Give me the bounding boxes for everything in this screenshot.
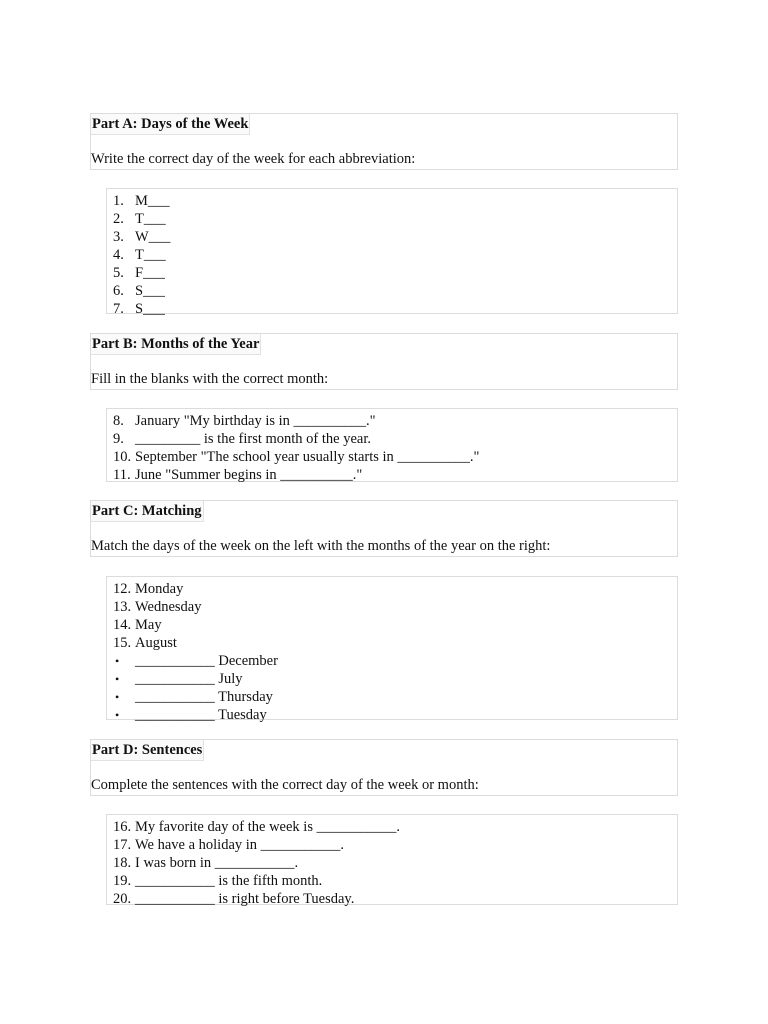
bullet-item xyxy=(107,652,677,670)
item-text: September "The school year usually starts in __________." xyxy=(135,449,480,465)
bullet-item xyxy=(107,688,677,706)
item-text: June "Summer begins in __________." xyxy=(135,467,363,483)
item-text: Wednesday xyxy=(135,599,202,615)
item-text: T___ xyxy=(135,211,166,227)
item-text: August xyxy=(135,635,177,651)
bullet-icon: • xyxy=(115,672,120,686)
item-number: 19. xyxy=(113,873,132,889)
part-d-heading-box xyxy=(90,739,678,796)
item-text: January "My birthday is in __________." xyxy=(135,413,376,429)
item-number: 3. xyxy=(113,229,124,245)
list-item xyxy=(107,580,677,598)
list-item xyxy=(107,818,677,836)
list-item xyxy=(107,634,677,652)
part-c-instruction: Match the days of the week on the left with the months of the year on the right: xyxy=(91,538,551,554)
list-item xyxy=(107,890,677,908)
part-d-instruction: Complete the sentences with the correct day of the week or month: xyxy=(91,777,479,793)
item-text: I was born in ___________. xyxy=(135,855,299,871)
item-number: 18. xyxy=(113,855,132,871)
item-text: ___________ Thursday xyxy=(135,689,273,705)
bullet-icon: • xyxy=(115,708,120,722)
list-item xyxy=(107,466,677,484)
part-d-list xyxy=(106,814,678,905)
item-text: S___ xyxy=(135,283,165,299)
list-item xyxy=(107,210,677,228)
item-number: 20. xyxy=(113,891,132,907)
item-text: Monday xyxy=(135,581,184,597)
item-text: My favorite day of the week is ___________. xyxy=(135,819,400,835)
item-number: 4. xyxy=(113,247,124,263)
list-item xyxy=(107,854,677,872)
part-a-title: Part A: Days of the Week xyxy=(91,114,250,135)
item-text: ___________ July xyxy=(135,671,243,687)
item-number: 15. xyxy=(113,635,132,651)
item-number: 6. xyxy=(113,283,124,299)
item-text: _________ is the first month of the year. xyxy=(135,431,371,447)
list-item xyxy=(107,872,677,890)
item-text: F___ xyxy=(135,265,165,281)
bullet-item xyxy=(107,706,677,724)
item-text: ___________ Tuesday xyxy=(135,707,267,723)
list-item xyxy=(107,598,677,616)
item-number: 12. xyxy=(113,581,132,597)
item-number: 1. xyxy=(113,193,124,209)
item-text: T___ xyxy=(135,247,166,263)
item-text: W___ xyxy=(135,229,171,245)
part-a-heading-box xyxy=(90,113,678,170)
item-number: 16. xyxy=(113,819,132,835)
list-item xyxy=(107,300,677,318)
list-item xyxy=(107,264,677,282)
part-c-title: Part C: Matching xyxy=(91,501,204,522)
item-number: 5. xyxy=(113,265,124,281)
list-item xyxy=(107,448,677,466)
part-b-list xyxy=(106,408,678,482)
item-text: ___________ is right before Tuesday. xyxy=(135,891,355,907)
list-item xyxy=(107,192,677,210)
list-item xyxy=(107,430,677,448)
part-c-heading-box xyxy=(90,500,678,557)
part-b-title: Part B: Months of the Year xyxy=(91,334,261,355)
part-a-instruction: Write the correct day of the week for each abbreviation: xyxy=(91,151,416,167)
item-text: May xyxy=(135,617,162,633)
item-text: M___ xyxy=(135,193,170,209)
item-number: 8. xyxy=(113,413,124,429)
item-number: 13. xyxy=(113,599,132,615)
list-item xyxy=(107,282,677,300)
part-c-list xyxy=(106,576,678,723)
item-number: 10. xyxy=(113,449,132,465)
item-number: 2. xyxy=(113,211,124,227)
bullet-item xyxy=(107,670,677,688)
list-item xyxy=(107,412,677,430)
list-item xyxy=(107,836,677,854)
part-d-title: Part D: Sentences xyxy=(91,740,204,761)
item-number: 17. xyxy=(113,837,132,853)
bullet-icon: • xyxy=(115,690,120,704)
item-text: ___________ December xyxy=(135,653,278,669)
list-item xyxy=(107,246,677,264)
part-b-heading-box xyxy=(90,333,678,390)
part-b-instruction: Fill in the blanks with the correct month: xyxy=(91,371,329,387)
item-number: 11. xyxy=(113,467,131,483)
item-text: S___ xyxy=(135,301,165,317)
item-number: 7. xyxy=(113,301,124,317)
list-item xyxy=(107,228,677,246)
part-a-list xyxy=(106,188,678,317)
item-number: 14. xyxy=(113,617,132,633)
list-item xyxy=(107,616,677,634)
item-text: ___________ is the fifth month. xyxy=(135,873,323,889)
item-number: 9. xyxy=(113,431,124,447)
item-text: We have a holiday in ___________. xyxy=(135,837,345,853)
bullet-icon: • xyxy=(115,654,120,668)
